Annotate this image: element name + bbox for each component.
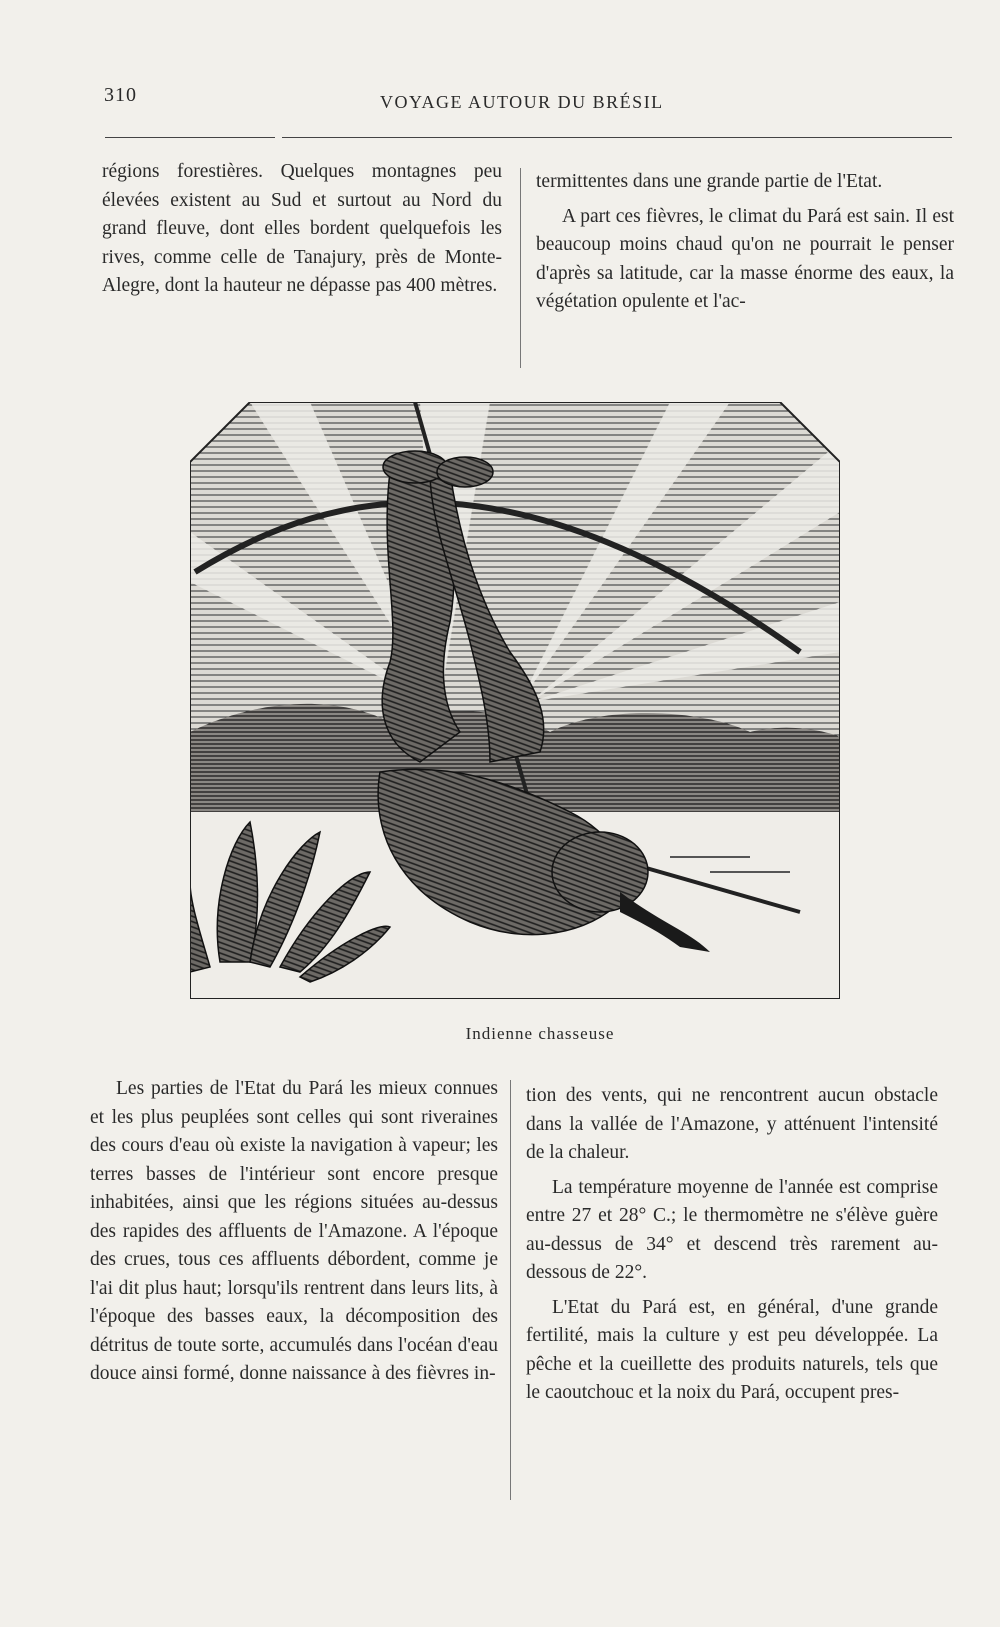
column-divider [520, 168, 521, 368]
bottom-right-column [526, 1082, 938, 1414]
paragraph: régions forestières. Quelques montagnes peu élevées existent au Sud et surtout au Nord du grand fleuve, dont elles bordent quelquefois les rives, comme celle de Tanajury, près de Monte-Alegre, dont la hauteur ne dépasse pas 400 mètres. [102, 161, 502, 296]
paragraph: La température moyenne de l'année est comprise entre 27 et 28° C.; le thermomètre ne s'élève guère au-dessus de 34° et descend très rarement au-dessous de 22°. [526, 1176, 938, 1283]
paragraph: tion des vents, qui ne rencontrent aucun obstacle dans la vallée de l'Amazone, y atténuent l'intensité de la chaleur. [526, 1085, 938, 1163]
paragraph: Les parties de l'Etat du Pará les mieux connues et les plus peuplées sont celles qui sont riveraines des cours d'eau où existe la navigation à vapeur; les terres basses de l'intérieur sont encore presque inhabitées, ainsi que les régions situées au-dessus des rapides des affluents de l'Amazone. A l'époque des crues, tous ces affluents débordent, comme je l'ai dit plus haut; lorsqu'ils rentrent dans leurs lits, à l'époque des basses eaux, la décomposition des détritus de toute sorte, accumulés dans l'océan d'eau douce ainsi formé, donne naissance à des fièvres in- [90, 1078, 498, 1384]
engraving-indienne-chasseuse [190, 402, 840, 999]
paragraph: L'Etat du Pará est, en général, d'une grande fertilité, mais la culture y est peu développée. La pêche et la cueillette des produits naturels, tels que le caoutchouc et la noix du Pará, occupent pres- [526, 1296, 938, 1403]
paragraph: A part ces fièvres, le climat du Pará est sain. Il est beaucoup moins chaud qu'on ne pourrait le penser d'après sa latitude, car la masse énorme des eaux, la végétation opulente et l'ac- [536, 205, 954, 312]
paragraph: termittentes dans une grande partie de l'Etat. [536, 171, 883, 192]
top-left-column [102, 158, 502, 307]
header-rule-left [105, 137, 275, 138]
page-header [100, 84, 960, 118]
running-title: VOYAGE AUTOUR DU BRÉSIL [380, 92, 664, 112]
figure-caption: Indienne chasseuse [465, 1024, 615, 1043]
page-number: 310 [104, 84, 137, 106]
top-right-column [536, 168, 954, 323]
header-rule-right [282, 137, 952, 138]
column-divider [510, 1080, 511, 1500]
bottom-left-column [90, 1075, 498, 1395]
